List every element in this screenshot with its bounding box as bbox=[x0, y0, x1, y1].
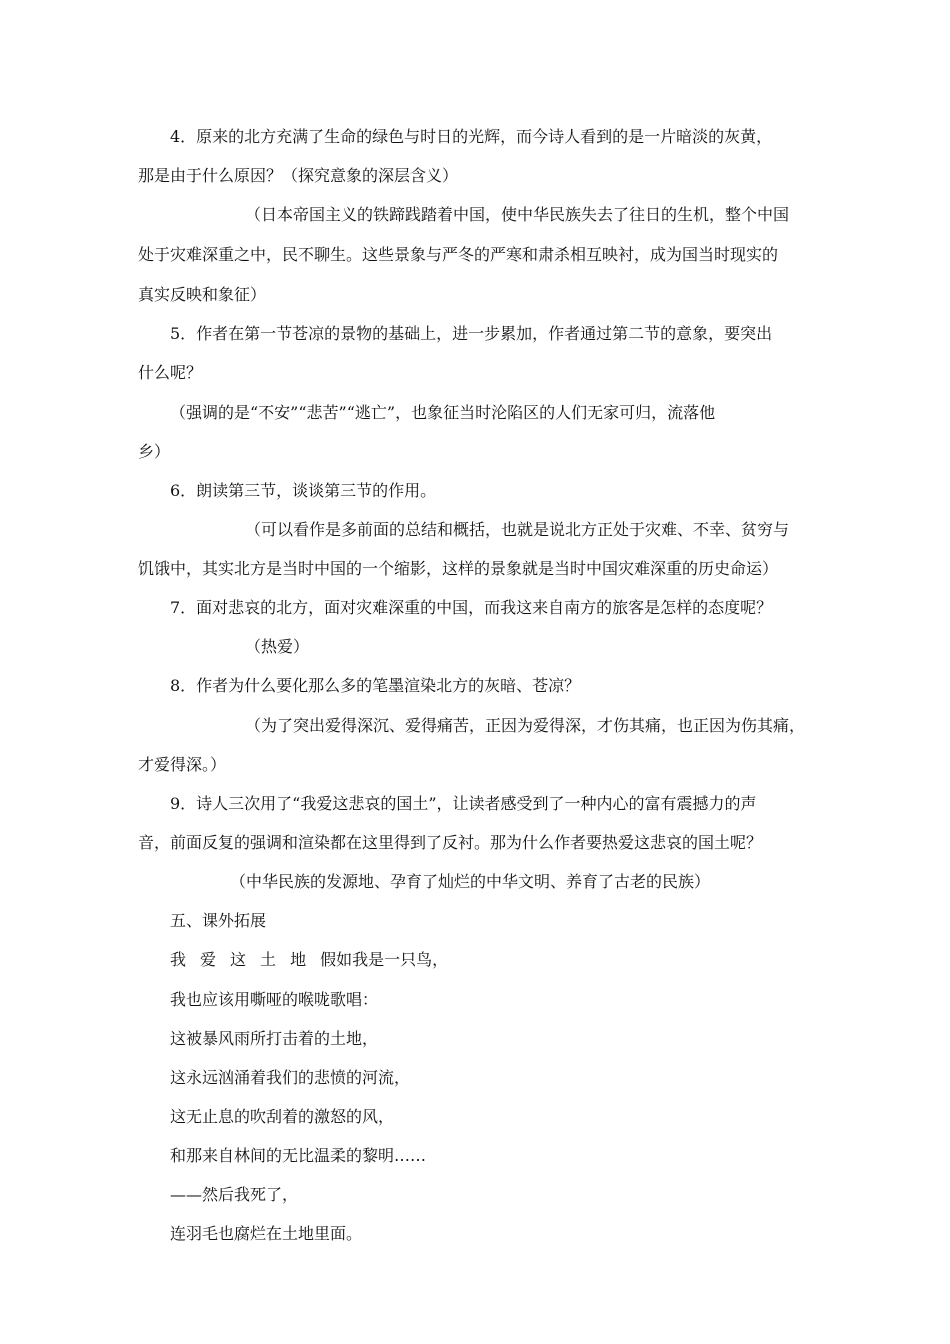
poem-line: 这无止息的吹刮着的激怒的风， bbox=[170, 1107, 395, 1126]
question-6: 6．朗读第三节，谈谈第三节的作用。 bbox=[170, 481, 437, 500]
poem-line: ——然后我死了， bbox=[170, 1185, 299, 1204]
question-9-line-2: 音，前面反复的强调和渲染都在这里得到了反衬。那为什么作者要热爱这悲哀的国土呢？ bbox=[138, 833, 763, 852]
section-5-heading: 五、课外拓展 bbox=[170, 911, 267, 930]
answer-9: （中华民族的发源地、孕育了灿烂的中华文明、养育了古老的民族） bbox=[230, 872, 711, 891]
answer-6-line-2: 饥饿中，其实北方是当时中国的一个缩影，这样的景象就是当时中国灾难深重的历史命运） bbox=[138, 559, 779, 578]
answer-7: （热爱） bbox=[245, 637, 310, 656]
answer-8-line-1: （为了突出爱得深沉、爱得痛苦，正因为爱得深，才伤其痛，也正因为伤其痛， bbox=[245, 716, 806, 735]
poem-first-line: 假如我是一只鸟， bbox=[320, 950, 449, 969]
poem-title-char: 这 bbox=[230, 950, 247, 969]
poem-title-char: 土 bbox=[260, 950, 277, 969]
question-8: 8．作者为什么要化那么多的笔墨渲染北方的灰暗、苍凉？ bbox=[170, 676, 581, 695]
answer-8-line-2: 才爱得深。） bbox=[138, 755, 227, 774]
question-5-line-1: 5．作者在第一节苍凉的景物的基础上，进一步累加，作者通过第二节的意象，要突出 bbox=[170, 324, 773, 343]
answer-5-line-2: 乡） bbox=[138, 442, 171, 461]
poem-line: 连羽毛也腐烂在土地里面。 bbox=[170, 1224, 363, 1243]
answer-5-line-1: （强调的是“不安”“悲苦”“逃亡”，也象征当时沦陷区的人们无家可归，流落他 bbox=[170, 403, 716, 422]
poem-line: 这永远汹涌着我们的悲愤的河流， bbox=[170, 1068, 411, 1087]
question-4-line-1: 4．原来的北方充满了生命的绿色与时日的光辉，而今诗人看到的是一片暗淡的灰黄， bbox=[170, 127, 773, 146]
question-4-line-2: 那是由于什么原因？（探究意象的深层含义） bbox=[138, 166, 459, 185]
answer-6-line-1: （可以看作是多前面的总结和概括，也就是说北方正处于灾难、不幸、贫穷与 bbox=[245, 520, 790, 539]
poem-title-char: 地 bbox=[290, 950, 307, 969]
answer-4-line-3: 真实反映和象征） bbox=[138, 285, 267, 304]
poem-line: 我也应该用嘶哑的喉咙歌唱： bbox=[170, 990, 379, 1009]
poem-line: 和那来自林间的无比温柔的黎明…… bbox=[170, 1146, 427, 1165]
answer-4-line-1: （日本帝国主义的铁蹄践踏着中国，使中华民族失去了往日的生机，整个中国 bbox=[245, 205, 790, 224]
poem-line: 这被暴风雨所打击着的土地， bbox=[170, 1029, 379, 1048]
question-7: 7．面对悲哀的北方，面对灾难深重的中国，而我这来自南方的旅客是怎样的态度呢？ bbox=[170, 598, 773, 617]
poem-title-char: 爱 bbox=[200, 950, 217, 969]
question-9-line-1: 9．诗人三次用了“我爱这悲哀的国土”，让读者感受到了一种内心的富有震撼力的声 bbox=[170, 794, 757, 813]
poem-title-char: 我 bbox=[170, 950, 187, 969]
poem-title-line bbox=[170, 950, 448, 970]
question-5-line-2: 什么呢？ bbox=[138, 363, 203, 382]
answer-4-line-2: 处于灾难深重之中，民不聊生。这些景象与严冬的严寒和肃杀相互映衬，成为国当时现实的 bbox=[138, 245, 779, 264]
